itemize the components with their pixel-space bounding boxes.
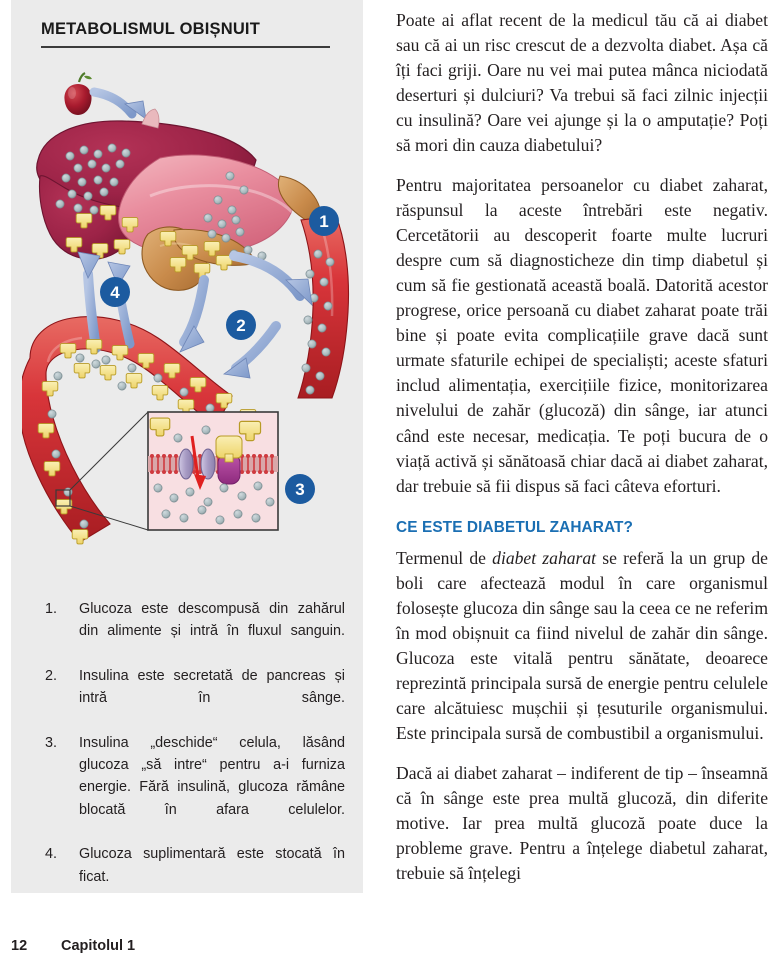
svg-text:3: 3 <box>295 480 305 499</box>
flow-arrow-apple <box>94 92 146 119</box>
paragraph-3 <box>396 546 768 747</box>
list-item <box>45 732 345 843</box>
list-item <box>45 665 345 732</box>
step-badge-2 <box>226 310 256 340</box>
footer-page-number: 12 <box>11 938 28 954</box>
paragraph-4: Dacă ai diabet zaharat – indiferent de tip – înseamnă că în sânge este prea multă glucoză, din diferite motive. Iar prea multă glucoză poate duce la probleme grave. Pentru a înțelege diabetul zaharat, trebuie să înțelegi <box>396 762 768 883</box>
section-heading: CE ESTE DIABETUL ZAHARAT? <box>396 518 634 536</box>
body-column <box>396 8 768 900</box>
cell-membrane-inset <box>148 412 278 530</box>
title-divider <box>41 46 330 48</box>
list-item-text: Glucoza este descompusă din zahărul din alimente și intră în fluxul sanguin. <box>79 601 345 640</box>
list-item <box>45 598 345 665</box>
list-item-number: 2. <box>45 667 58 684</box>
paragraph-3-rest: se referă la un grup de boli care afectează modul în care organismul folosește glucoza din sânge sau la ceea ce ne referim în mod obișnuit ca fiind nivelul de zahăr din sânge. Glucoza este vitală pentru sănătate, deoarece reprezintă principala sursă de energie pentru celulele care alcătuiesc mușchii și țesuturile organismului. Este principala sursă de combustibil a organismului. <box>396 547 768 744</box>
svg-text:2: 2 <box>236 316 246 335</box>
term-emphasis: diabet zaharat <box>492 547 597 568</box>
list-item-number: 3. <box>45 734 58 751</box>
svg-text:4: 4 <box>110 283 120 302</box>
list-item <box>45 843 345 910</box>
step-badge-3 <box>285 474 315 504</box>
list-item-text: Insulina este secretată de pancreas și intră în sânge. <box>79 667 345 707</box>
apple-icon <box>64 73 92 115</box>
page-title: METABOLISMUL OBIȘNUIT <box>41 20 260 38</box>
page-footer <box>11 938 135 954</box>
list-item-number: 1. <box>45 601 58 617</box>
list-item-number: 4. <box>45 846 58 863</box>
paragraph-1: Poate ai aflat recent de la medicul tău că ai diabet sau că ai un risc crescut de a dezvolta diabet. Așa că îți faci griji. Oare nu vei mai putea mânca niciodată deserturi și dulciuri? Va trebui să faci zilnic injecții cu insulină? Oare vei ajunge și la o amputație? Poți să mori din cauza diabetului? <box>396 10 768 156</box>
metabolism-diagram <box>22 58 374 578</box>
flow-arrow-1 <box>234 256 312 305</box>
steps-list <box>45 598 345 910</box>
svg-text:1: 1 <box>319 212 329 231</box>
paragraph-3-lead: Termenul de <box>396 547 493 568</box>
step-badge-1 <box>309 206 339 236</box>
paragraph-2: Pentru majoritatea persoanelor cu diabet zaharat, răspunsul la aceste întrebări este negativ. Cercetătorii au descoperit foarte multe lucruri despre cum să diagnosticheze din timp diabetul și cum să fie gestionată această boală. Datorită acestor progrese, orice persoană cu diabet zaharat poate trăi bine și poate evita complicațiile grave dacă sunt urmate sfaturile echipei de specialiști; aceste sfaturi includ alimentația, exercițiile fizice, monitorizarea nivelului de zahăr (glucoză) din sânge, iar atunci când este necesar, medicația. Te poți bucura de o viață activă și sănătoasă chiar dacă ai diabet zaharat, dar trebuie să fii dispus să faci câteva eforturi. <box>396 174 768 496</box>
footer-chapter: Capitolul 1 <box>61 938 136 954</box>
step-badge-4 <box>100 277 130 307</box>
flow-arrow-2 <box>180 280 204 352</box>
list-item-text: Glucoza suplimentară este stocată în ficat. <box>79 846 345 885</box>
list-item-text: Insulina „deschide“ celula, lăsând glucoza „să intre“ pentru a-i furniza energie. Fără insulină, glucoza rămâne blocată în afara celulelor. <box>79 734 345 818</box>
sidebar-panel <box>11 0 363 893</box>
